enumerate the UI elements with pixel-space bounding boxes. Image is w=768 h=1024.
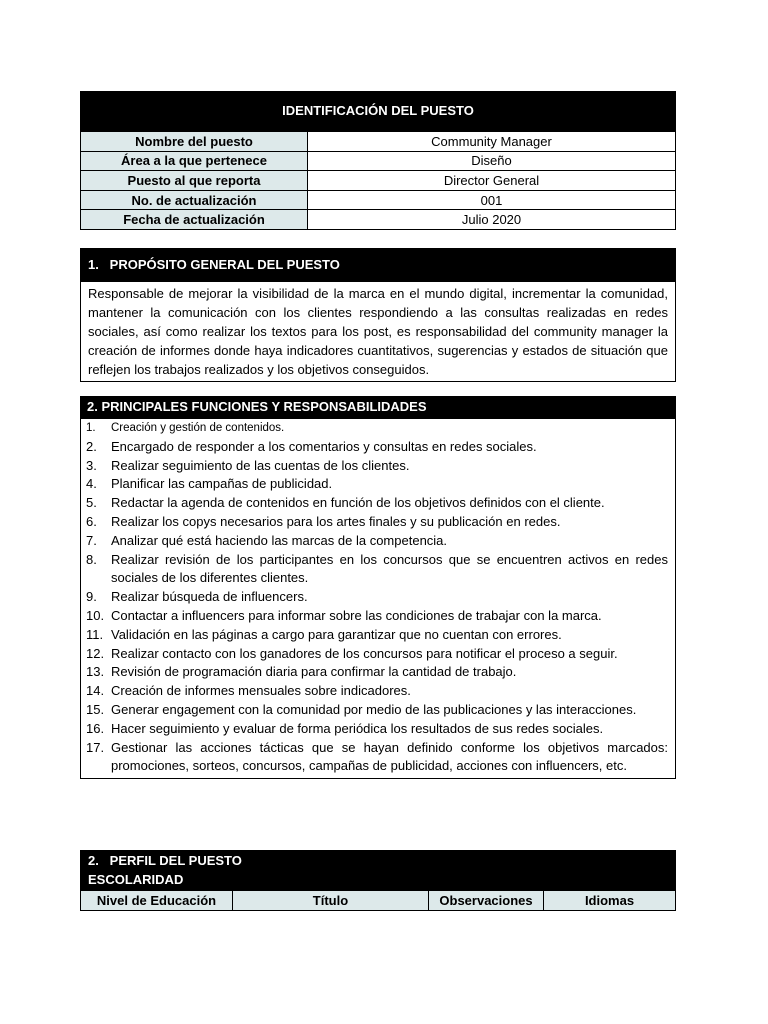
list-item [86,532,668,551]
item-text: Revisión de programación diaria para confirmar la cantidad de trabajo. [111,664,517,680]
identificacion-title: IDENTIFICACIÓN DEL PUESTO [80,91,676,131]
item-number: 8. [86,551,97,567]
item-text: Analizar qué está haciendo las marcas de la competencia. [111,532,448,548]
item-number: 10. [86,607,105,623]
item-number: 17. [86,739,105,755]
item-number: 7. [86,532,97,548]
funciones-section [80,396,676,779]
item-text: Creación y gestión de contenidos. [111,422,285,434]
row-label: Nombre del puesto [81,132,308,152]
row-value: Director General [308,171,676,191]
escolaridad-table [80,890,676,911]
item-number: 2. [86,438,97,454]
row-value: Diseño [308,151,676,171]
item-text: Realizar contacto con los ganadores de los concursos para notificar el proceso a seguir. [111,645,618,661]
item-number: 16. [86,720,105,736]
item-number: 6. [86,513,97,529]
list-item [86,701,668,720]
item-number: 9. [86,589,97,605]
item-number: 11. [86,626,104,642]
column-header: Título [233,891,429,911]
item-text: Realizar los copys necesarios para los artes finales y su publicación en redes. [111,513,561,529]
item-number: 3. [86,457,97,473]
list-item [86,739,668,777]
item-number: 12. [86,645,105,661]
list-item [86,438,668,457]
list-item [86,551,668,589]
item-text: Realizar revisión de los participantes en los concursos que se encuentren activos en redes sociales de los diferentes clientes. [111,551,668,586]
proposito-title: 1. PROPÓSITO GENERAL DEL PUESTO [80,248,676,282]
funciones-list [80,419,676,779]
item-text: Realizar seguimiento de las cuentas de los clientes. [111,457,410,473]
list-item [86,494,668,513]
item-number: 1. [86,422,96,434]
row-label: Fecha de actualización [81,210,308,230]
item-text: Hacer seguimiento y evaluar de forma periódica los resultados de sus redes sociales. [111,720,604,736]
table-row [81,132,676,152]
list-item [86,475,668,494]
list-item [86,607,668,626]
proposito-section [80,248,676,382]
list-item [86,720,668,739]
list-item [86,419,668,438]
row-value: 001 [308,190,676,210]
item-text: Gestionar las acciones tácticas que se hayan definido conforme los objetivos marcados: promociones, sorteos, concursos, campañas de publicidad, acciones con influencers, etc. [111,739,668,774]
list-item [86,588,668,607]
list-item [86,457,668,476]
perfil-section [80,850,676,911]
item-number: 15. [86,701,105,717]
table-row [81,171,676,191]
item-number: 14. [86,683,105,699]
row-value: Julio 2020 [308,210,676,230]
item-text: Encargado de responder a los comentarios y consultas en redes sociales. [111,438,537,454]
table-header-row [81,891,676,911]
identificacion-table [80,131,676,230]
item-number: 5. [86,495,97,511]
item-text: Contactar a influencers para informar sobre las condiciones de trabajar con la marca. [111,607,602,623]
funciones-title: 2. PRINCIPALES FUNCIONES Y RESPONSABILIDADES [80,396,676,419]
table-row [81,151,676,171]
perfil-title: 2. PERFIL DEL PUESTO [88,853,242,868]
column-header: Idiomas [544,891,676,911]
column-header: Nivel de Educación [81,891,233,911]
item-text: Realizar búsqueda de influencers. [111,589,308,605]
column-header: Observaciones [429,891,544,911]
item-text: Redactar la agenda de contenidos en función de los objetivos definidos con el cliente. [111,495,605,511]
row-label: Área a la que pertenece [81,151,308,171]
item-text: Validación en las páginas a cargo para garantizar que no cuentan con errores. [111,626,562,642]
perfil-subtitle: ESCOLARIDAD [88,871,184,887]
identificacion-section [80,91,676,230]
table-row [81,210,676,230]
perfil-header [80,850,676,890]
item-number: 4. [86,476,97,492]
list-item [86,682,668,701]
table-row [81,190,676,210]
list-item [86,663,668,682]
item-number: 13. [86,664,105,680]
item-text: Creación de informes mensuales sobre indicadores. [111,683,411,699]
proposito-text: Responsable de mejorar la visibilidad de la marca en el mundo digital, incrementar la comunidad, mantener la comunicación con los clientes respondiendo a las consultas realizadas en redes sociales, así como realizar los textos para los post, es responsabilidad del community manager la creación de informes donde haya indicadores cuantitativos, sugerencias y estados de situación que reflejen los trabajos realizados y los objetivos conseguidos. [80,282,676,382]
row-label: Puesto al que reporta [81,171,308,191]
list-item [86,626,668,645]
list-item [86,645,668,664]
item-text: Generar engagement con la comunidad por medio de las publicaciones y las interacciones. [111,701,637,717]
list-item [86,513,668,532]
row-label: No. de actualización [81,190,308,210]
row-value: Community Manager [308,132,676,152]
item-text: Planificar las campañas de publicidad. [111,476,333,492]
